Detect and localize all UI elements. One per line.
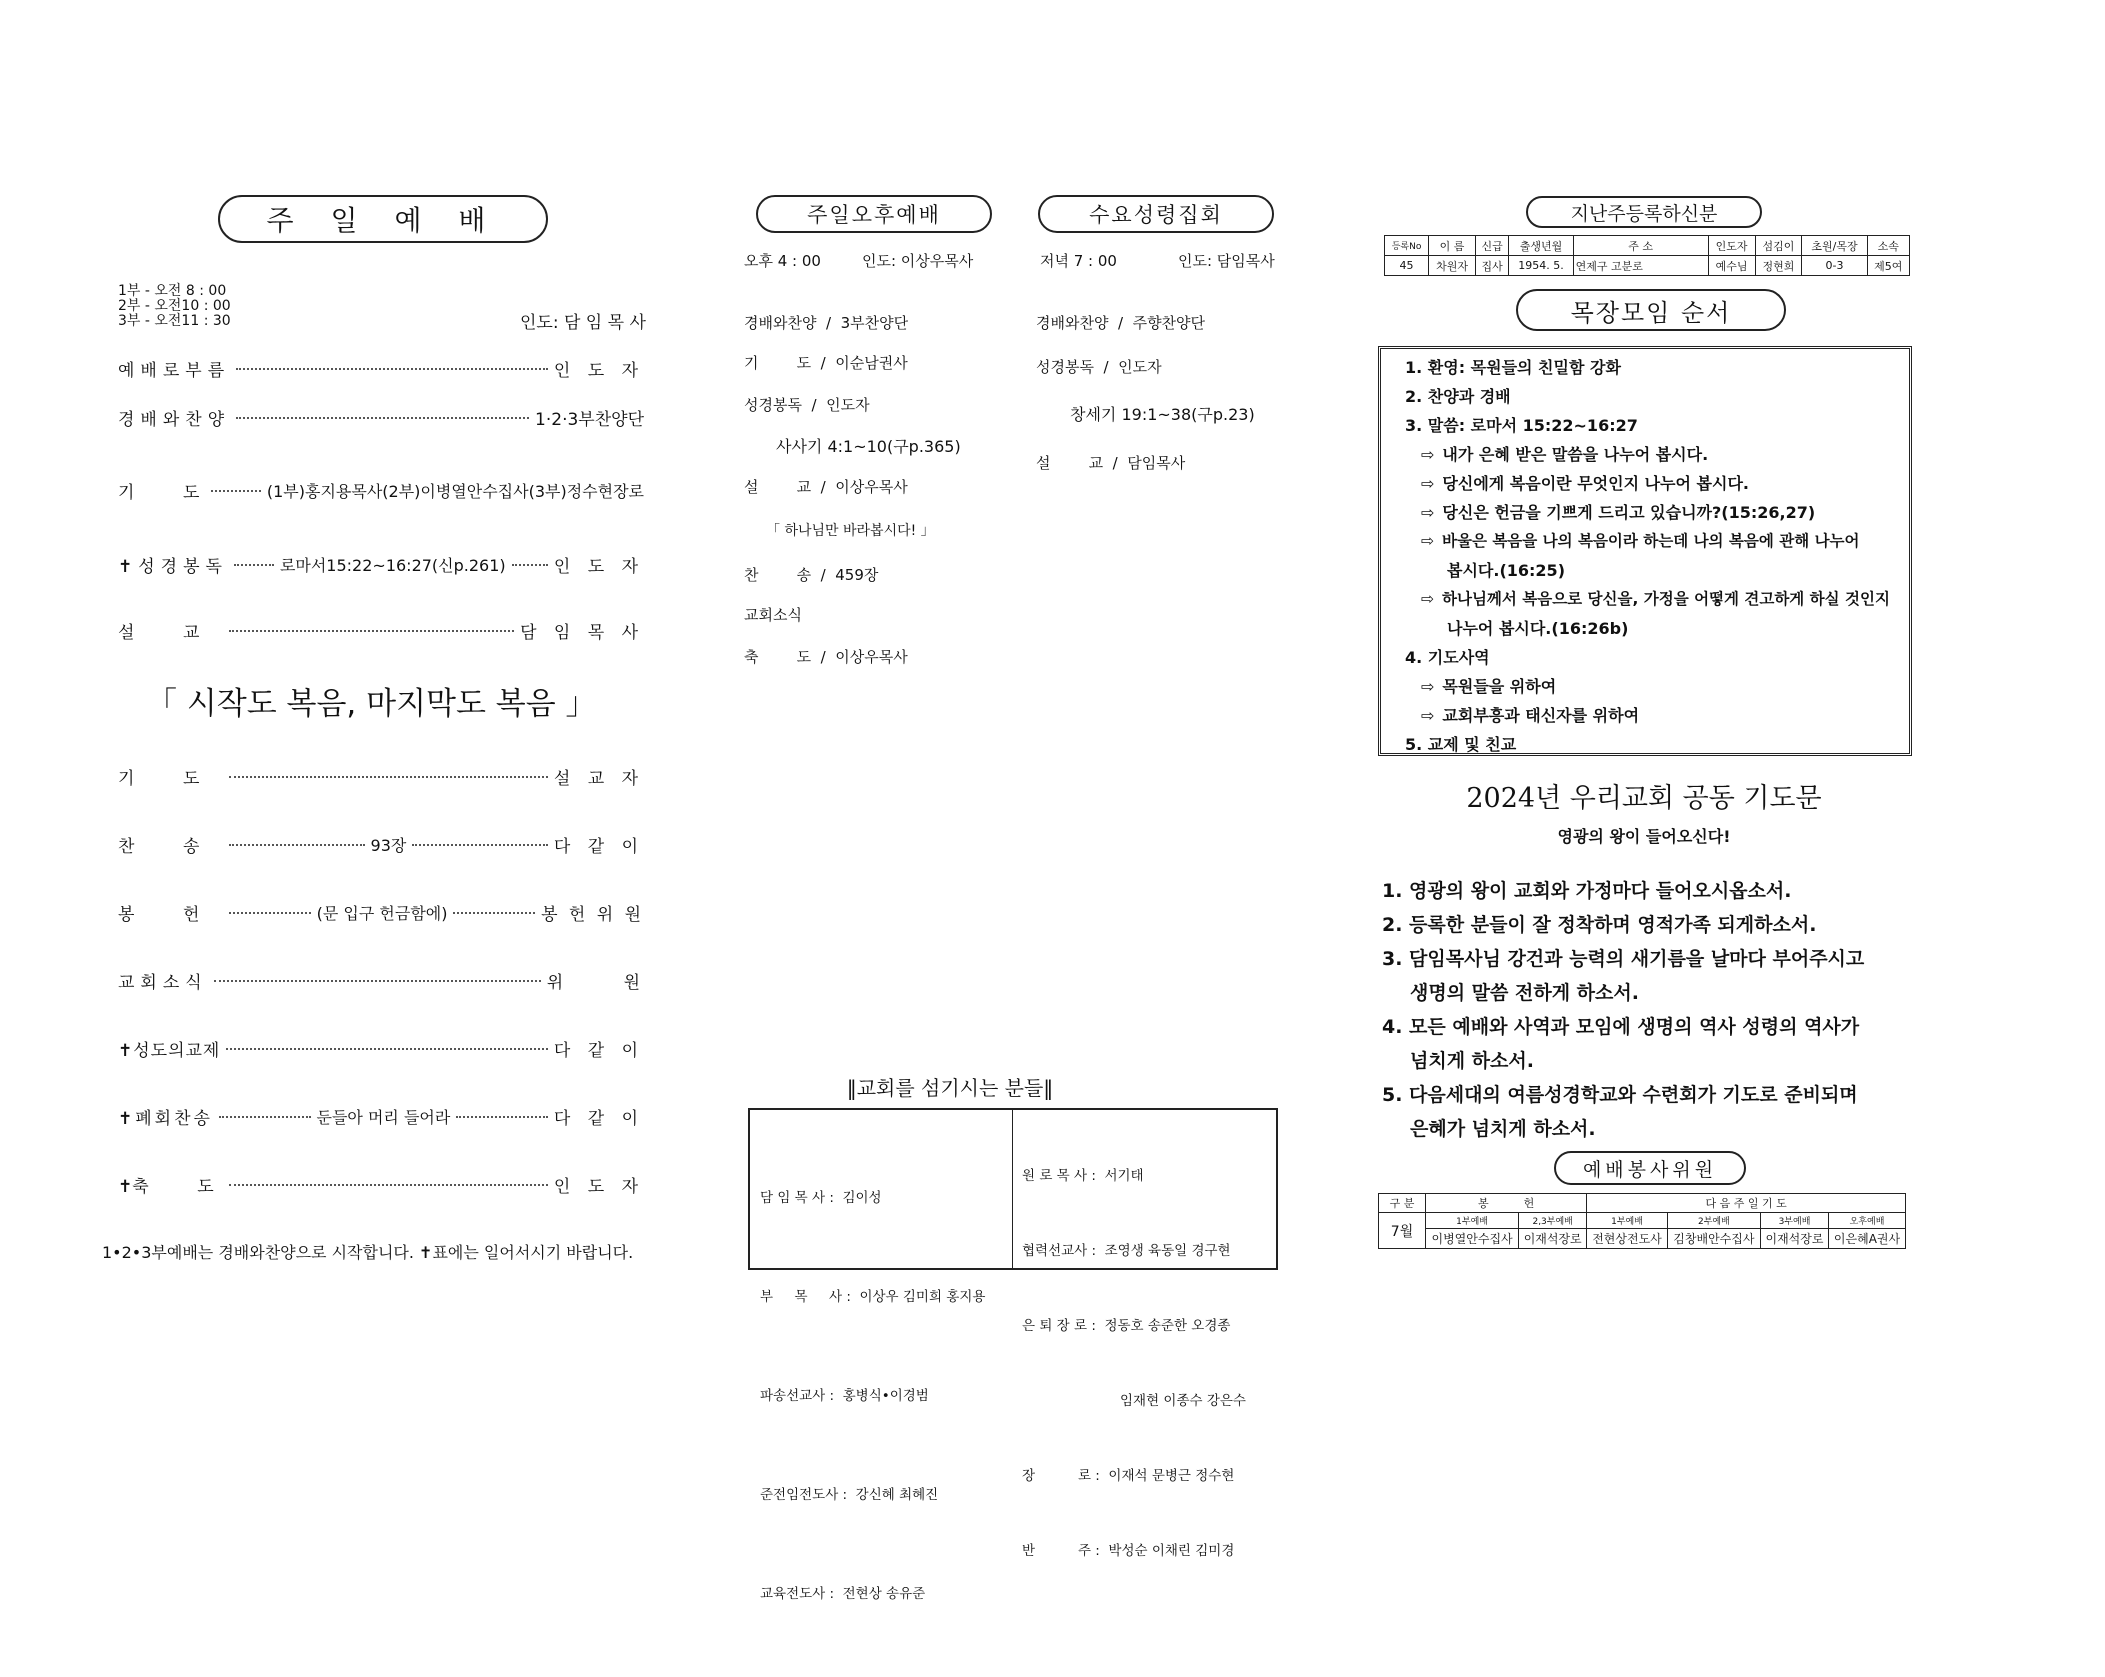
order-row: ✝축 도 인 도 자: [118, 1177, 644, 1197]
afternoon-item: 설 교 / 이상우목사: [744, 478, 908, 496]
service-times: 1부 - 오전 8 : 00 2부 - 오전10 : 00 3부 - 오전11 : 30: [118, 283, 231, 329]
arrow-icon: ⇨: [1421, 706, 1435, 725]
cell-item: 5. 교제 및 친교: [1405, 735, 1517, 754]
cell-item: 4. 기도사역: [1405, 648, 1490, 667]
wednesday-item: 설 교 / 담임목사: [1036, 454, 1186, 472]
order-row: ✝폐회찬송 둔들아 머리 들어라 다 같 이: [118, 1108, 644, 1129]
afternoon-time: 오후 4 : 00: [744, 252, 821, 270]
arrow-icon: ⇨: [1421, 503, 1435, 522]
afternoon-worship-title: 주일오후예배: [756, 195, 992, 233]
cell-item: 2. 찬양과 경배: [1405, 387, 1511, 406]
order-row: ✝성경봉독 로마서15:22~16:27(신p.261) 인 도 자: [118, 556, 644, 577]
afternoon-item: 축 도 / 이상우목사: [744, 648, 908, 666]
staff-right: 원 로 목 사 : 서기태 협력선교사 : 조영생 육동일 경구현 은 퇴 장 로 : 정동호 송준한 오경종 임재현 이종수 강은수 장 로 : 이재석 문병근 정수현 반 주 : 박성순 이채린 김미경: [1022, 1168, 1246, 1559]
leader-label: 인도: 담 임 목 사: [520, 313, 646, 333]
prayer-item: 4. 모든 예배와 사역과 모임에 생명의 역사 성령의 역사가: [1382, 1016, 1860, 1038]
prayer-item: 3. 담임목사님 강건과 능력의 새기름을 날마다 부어주시고: [1382, 948, 1865, 970]
arrow-icon: ⇨: [1421, 474, 1435, 493]
wednesday-order: [1036, 312, 1255, 472]
prayer-item: 1. 영광의 왕이 교회와 가정마다 들어오시옵소서.: [1382, 880, 1792, 902]
prayer-item: 5. 다음세대의 여름성경학교와 수련회가 기도로 준비되며: [1382, 1084, 1858, 1106]
staff-box: [748, 1108, 1278, 1602]
cell-item: 1. 환영: 목원들의 친밀함 강화: [1405, 358, 1621, 377]
arrow-icon: ⇨: [1421, 590, 1434, 608]
prayer-item: 2. 등록한 분들이 잘 정착하며 영적가족 되게하소서.: [1382, 914, 1817, 936]
afternoon-item: 성경봉독 / 인도자: [744, 396, 870, 414]
order-row: 찬 송 93장 다 같 이: [118, 836, 644, 857]
cell-item: 3. 말씀: 로마서 15:22~16:27: [1405, 416, 1638, 435]
afternoon-item: 교회소식: [744, 606, 802, 624]
arrow-icon: ⇨: [1421, 445, 1435, 464]
order-row: 교회소식 위 원: [118, 973, 644, 993]
order-row: 기 도 설 교 자: [118, 769, 644, 789]
staff-title: ‖교회를 섬기시는 분들‖: [846, 1076, 1054, 1100]
order-row: ✝성도의교제 다 같 이: [118, 1041, 644, 1061]
cell-meeting-title: 목장모임 순서: [1516, 289, 1786, 331]
afternoon-leader: 인도: 이상우목사: [862, 252, 974, 270]
cell-item: ⇨ 당신에게 복음이란 무엇인지 나누어 봅시다.: [1421, 474, 1749, 493]
afternoon-order: [744, 312, 961, 666]
arrow-icon: ⇨: [1421, 532, 1434, 550]
prayer-item: 생명의 말씀 전하게 하소서.: [1410, 982, 1639, 1004]
order-row: 봉 헌 (문 입구 헌금함에) 봉 헌 위 원: [118, 904, 645, 925]
afternoon-item: 기 도 / 이순남권사: [744, 354, 908, 372]
newcomer-table: 등록No 이 름 신급 출생년월 주 소 인도자 섬김이 초원/목장 소속 45 차원자 집사 1954. 5. 연제구 고분로 예수님 정현희 0-3 제5여: [1384, 235, 1910, 276]
prayer-title: 2024년 우리교회 공동 기도문: [1466, 783, 1822, 814]
afternoon-item: 찬 송 / 459장: [744, 566, 879, 584]
prayer-subtitle: 영광의 왕이 들어오신다!: [1557, 827, 1731, 846]
sunday-worship-title: 주 일 예 배: [218, 195, 548, 243]
cell-item: ⇨ 목원들을 위하여: [1421, 677, 1557, 696]
service-table: 구 분 봉 헌 다 음 주 일 기 도 7월 1부예배 2,3부예배 1부예배 2부예배 3부예배 오후예배 이병열안수집사 이재석장로 전현상전도사 김창배안수집사 이재석장로 이은혜A권사: [1378, 1193, 1906, 1249]
wednesday-leader: 인도: 담임목사: [1178, 252, 1275, 270]
cell-item: 봅시다.(16:25): [1447, 561, 1566, 580]
staff-left: 담 임 목 사 : 김이성 부 목 사 : 이상우 김미희 홍지용 파송선교사 : 홍병식•이경범 준전임전도사 : 강신혜 최혜진 교육전도사 : 전현상 송유준: [760, 1190, 986, 1602]
prayer-item: 은혜가 넘치게 하소서.: [1410, 1118, 1596, 1140]
afternoon-item: 경배와찬양 / 3부찬양단: [744, 314, 909, 332]
service-committee-title: 예배봉사위원: [1554, 1151, 1746, 1185]
order-row: 예배로부름 인 도 자: [118, 361, 644, 381]
order-row: 경배와찬양 1·2·3부찬양단: [118, 410, 644, 430]
prayer-item: 넘치게 하소서.: [1410, 1050, 1534, 1072]
order-row: 기 도 (1부)홍지용목사(2부)이병열안수집사(3부)정수현장로: [118, 482, 644, 503]
afternoon-item: 「 하나님만 바라봅시다! 」: [766, 523, 935, 539]
cell-meeting-box: [1378, 346, 1912, 756]
footnote: 1•2•3부예배는 경배와찬양으로 시작합니다. ✝표에는 일어서시기 바랍니다.: [102, 1243, 634, 1262]
arrow-icon: ⇨: [1421, 677, 1435, 696]
cell-item: 나누어 봅시다.(16:26b): [1447, 619, 1629, 638]
cell-item: ⇨ 내가 은혜 받은 말씀을 나누어 봅시다.: [1421, 445, 1709, 464]
cell-item: ⇨ 하나님께서 복음으로 당신을, 가정을 어떻게 견고하게 하실 것인지: [1421, 590, 1890, 608]
wednesday-item: 창세기 19:1~38(구p.23): [1070, 405, 1255, 424]
wednesday-meeting-title: 수요성령집회: [1038, 195, 1274, 233]
newcomer-title: 지난주등록하신분: [1526, 196, 1762, 228]
cell-item: ⇨ 당신은 헌금을 기쁘게 드리고 있습니까?(15:26,27): [1421, 503, 1816, 522]
wednesday-item: 성경봉독 / 인도자: [1036, 358, 1162, 376]
afternoon-item: 사사기 4:1~10(구p.365): [776, 437, 961, 456]
wednesday-time: 저녁 7 : 00: [1040, 252, 1117, 270]
sermon-title: 「 시작도 복음, 마지막도 복음 」: [146, 686, 597, 722]
wednesday-item: 경배와찬양 / 주향찬양단: [1036, 314, 1206, 332]
cell-item: ⇨ 바울은 복음을 나의 복음이라 하는데 나의 복음에 관해 나누어: [1421, 532, 1860, 550]
cell-item: ⇨ 교회부흥과 태신자를 위하여: [1421, 706, 1640, 725]
order-row: 설 교 담 임 목 사: [118, 623, 644, 643]
